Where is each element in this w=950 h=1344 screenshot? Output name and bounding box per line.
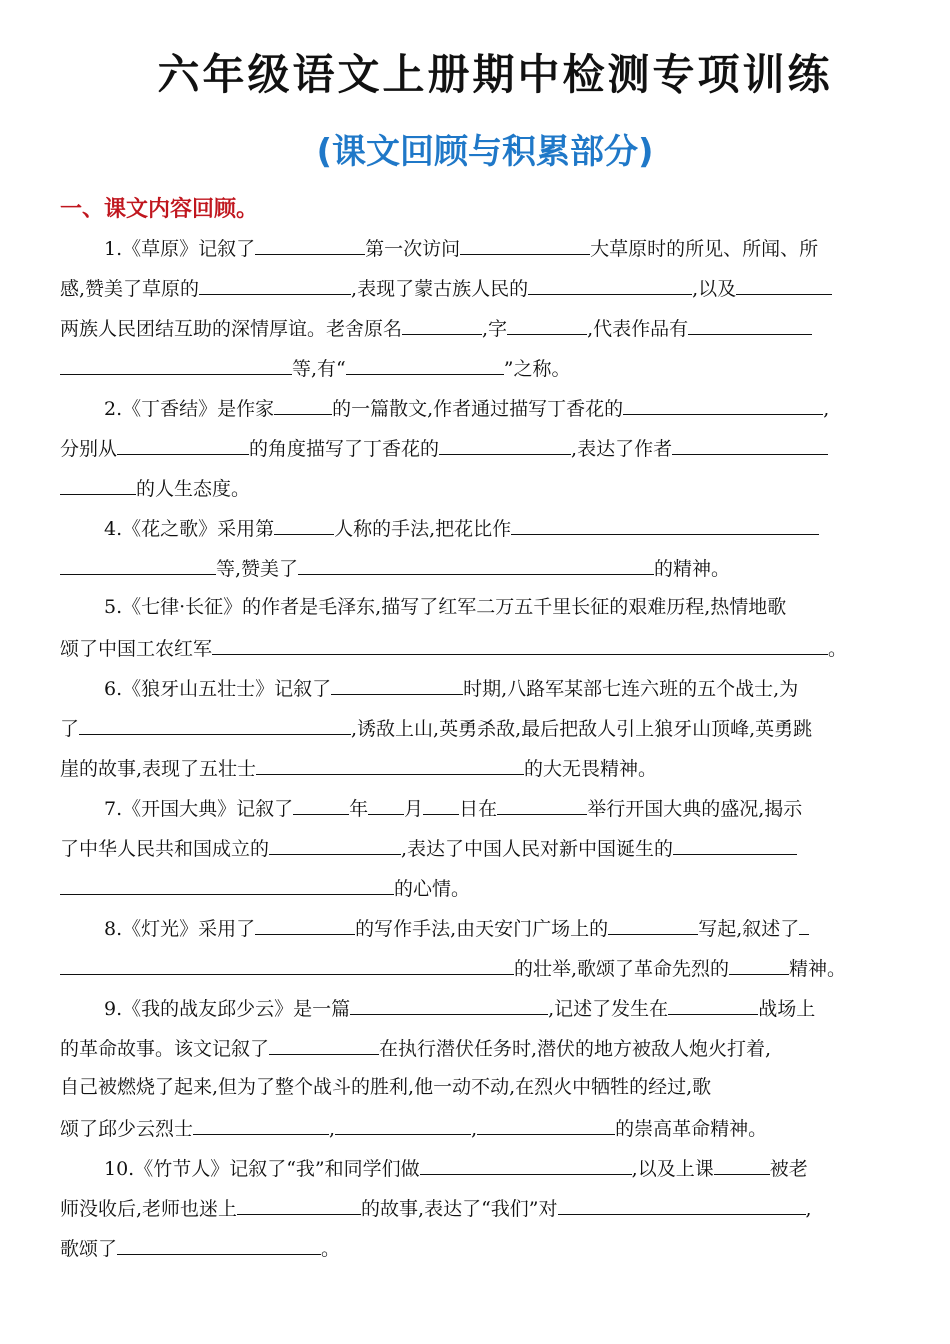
exercise-line bbox=[60, 752, 657, 782]
line-text: 4.《花之歌》采用第 bbox=[104, 518, 275, 540]
line-text: 在执行潜伏任务时,潜伏的地方被敌人炮火打着, bbox=[379, 1038, 772, 1060]
fill-in-blank[interactable] bbox=[79, 712, 351, 735]
fill-in-blank[interactable] bbox=[673, 832, 797, 855]
exercise-line bbox=[60, 712, 812, 742]
fill-in-blank[interactable] bbox=[423, 792, 459, 815]
fill-in-blank[interactable] bbox=[298, 552, 654, 575]
fill-in-blank[interactable] bbox=[237, 1192, 361, 1215]
exercise-line bbox=[104, 512, 819, 542]
line-text: 年 bbox=[349, 798, 369, 820]
line-text: ,代表作品有 bbox=[587, 318, 689, 340]
fill-in-blank[interactable] bbox=[528, 272, 692, 295]
line-text: 的精神。 bbox=[654, 558, 731, 580]
line-text: 。 bbox=[828, 638, 848, 660]
exercise-line bbox=[60, 352, 570, 382]
line-text: , bbox=[329, 1118, 336, 1140]
line-text: 。 bbox=[321, 1238, 341, 1260]
line-text: , bbox=[471, 1118, 478, 1140]
fill-in-blank[interactable] bbox=[117, 1232, 321, 1255]
exercise-line bbox=[60, 432, 828, 462]
exercise-line bbox=[60, 1232, 340, 1262]
line-text: 7.《开国大典》记叙了 bbox=[104, 798, 294, 820]
fill-in-blank[interactable] bbox=[623, 392, 823, 415]
line-text: ,记述了发生在 bbox=[548, 998, 669, 1020]
fill-in-blank[interactable] bbox=[420, 1152, 632, 1175]
fill-in-blank[interactable] bbox=[335, 1112, 471, 1135]
line-text: 1.《草原》记叙了 bbox=[104, 238, 256, 260]
line-text: 感,赞美了草原的 bbox=[60, 278, 200, 300]
line-text: ,以及 bbox=[692, 278, 737, 300]
line-text: 的人生态度。 bbox=[136, 478, 251, 500]
fill-in-blank[interactable] bbox=[346, 352, 504, 375]
fill-in-blank[interactable] bbox=[255, 912, 355, 935]
line-text: 举行开国大典的盛况,揭示 bbox=[587, 798, 803, 820]
fill-in-blank[interactable] bbox=[688, 312, 812, 335]
line-text: 的大无畏精神。 bbox=[524, 758, 658, 780]
line-text: 的角度描写了丁香花的 bbox=[249, 438, 440, 460]
line-text: 自己被燃烧了起来,但为了整个战斗的胜利,他一动不动,在烈火中牺牲的经过,歌 bbox=[60, 1076, 712, 1098]
fill-in-blank[interactable] bbox=[60, 872, 394, 895]
fill-in-blank[interactable] bbox=[558, 1192, 806, 1215]
fill-in-blank[interactable] bbox=[714, 1152, 770, 1175]
line-text: 战场上 bbox=[758, 998, 816, 1020]
fill-in-blank[interactable] bbox=[199, 272, 351, 295]
line-text: 崖的故事,表现了五壮士 bbox=[60, 758, 257, 780]
exercise-line bbox=[60, 1112, 767, 1142]
line-text: 的一篇散文,作者通过描写丁香花的 bbox=[332, 398, 624, 420]
fill-in-blank[interactable] bbox=[668, 992, 758, 1015]
line-text: 的革命故事。该文记叙了 bbox=[60, 1038, 270, 1060]
exercise-line bbox=[60, 1192, 812, 1222]
line-text: 分别从 bbox=[60, 438, 118, 460]
line-text: 师没收后,老师也迷上 bbox=[60, 1198, 238, 1220]
line-text: 人称的手法,把花比作 bbox=[334, 518, 512, 540]
exercise-line bbox=[60, 832, 797, 862]
fill-in-blank[interactable] bbox=[460, 232, 590, 255]
line-text: 的壮举,歌颂了革命先烈的 bbox=[514, 958, 730, 980]
fill-in-blank[interactable] bbox=[193, 1112, 329, 1135]
fill-in-blank[interactable] bbox=[736, 272, 832, 295]
exercise-line bbox=[60, 1072, 711, 1102]
line-text: ,表达了作者 bbox=[571, 438, 673, 460]
fill-in-blank[interactable] bbox=[60, 472, 136, 495]
line-text: 2.《丁香结》是作家 bbox=[104, 398, 275, 420]
exercise-line bbox=[60, 1032, 771, 1062]
line-text: 被老 bbox=[769, 1158, 808, 1180]
fill-in-blank[interactable] bbox=[269, 832, 401, 855]
exercise-line bbox=[60, 952, 846, 982]
exercise-line bbox=[104, 592, 786, 622]
exercise-line bbox=[104, 912, 809, 942]
fill-in-blank[interactable] bbox=[497, 792, 587, 815]
line-text: 颂了中国工农红军 bbox=[60, 638, 213, 660]
exercise-line bbox=[60, 472, 250, 502]
fill-in-blank[interactable] bbox=[274, 512, 334, 535]
fill-in-blank[interactable] bbox=[117, 432, 249, 455]
line-text: 等,有“ bbox=[292, 358, 346, 380]
fill-in-blank[interactable] bbox=[255, 232, 365, 255]
fill-in-blank[interactable] bbox=[293, 792, 349, 815]
line-text: ,表达了中国人民对新中国诞生的 bbox=[401, 838, 674, 860]
line-text: 颂了邱少云烈士 bbox=[60, 1118, 194, 1140]
page-subtitle: (课文回顾与积累部分) bbox=[316, 132, 654, 172]
line-text: , bbox=[805, 1198, 812, 1220]
section-heading: 一、课文内容回顾。 bbox=[60, 197, 259, 222]
fill-in-blank[interactable] bbox=[439, 432, 571, 455]
exercise-line bbox=[60, 272, 832, 302]
fill-in-blank[interactable] bbox=[60, 952, 514, 975]
line-text: 6.《狼牙山五壮士》记叙了 bbox=[104, 678, 332, 700]
exercise-line bbox=[60, 872, 470, 902]
line-text: 精神。 bbox=[789, 958, 847, 980]
line-text: ”之称。 bbox=[503, 358, 571, 380]
exercise-line bbox=[60, 552, 730, 582]
fill-in-blank[interactable] bbox=[799, 912, 809, 935]
line-text: 的心情。 bbox=[394, 878, 471, 900]
line-text: ,以及上课 bbox=[631, 1158, 714, 1180]
fill-in-blank[interactable] bbox=[608, 912, 698, 935]
line-text: ,字 bbox=[482, 318, 508, 340]
line-text: 5.《七律·长征》的作者是毛泽东,描写了红军二万五千里长征的艰难历程,热情地歌 bbox=[104, 596, 787, 618]
fill-in-blank[interactable] bbox=[402, 312, 482, 335]
exercise-line bbox=[104, 392, 829, 422]
fill-in-blank[interactable] bbox=[729, 952, 789, 975]
fill-in-blank[interactable] bbox=[368, 792, 404, 815]
line-text: 两族人民团结互助的深情厚谊。老舍原名 bbox=[60, 318, 403, 340]
page-title: 六年级语文上册期中检测专项训练 bbox=[157, 50, 833, 99]
exercise-line bbox=[60, 632, 847, 662]
fill-in-blank[interactable] bbox=[256, 752, 524, 775]
fill-in-blank[interactable] bbox=[212, 632, 828, 655]
line-text: 的写作手法,由天安门广场上的 bbox=[355, 918, 609, 940]
exercise-line bbox=[104, 992, 815, 1022]
fill-in-blank[interactable] bbox=[331, 672, 463, 695]
exercise-line bbox=[104, 1152, 808, 1182]
line-text: 第一次访问 bbox=[365, 238, 461, 260]
exercise-line bbox=[60, 312, 812, 342]
fill-in-blank[interactable] bbox=[477, 1112, 615, 1135]
line-text: 日在 bbox=[459, 798, 498, 820]
fill-in-blank[interactable] bbox=[350, 992, 548, 1015]
line-text: 了中华人民共和国成立的 bbox=[60, 838, 270, 860]
line-text: 歌颂了 bbox=[60, 1238, 118, 1260]
fill-in-blank[interactable] bbox=[269, 1032, 379, 1055]
line-text: 9.《我的战友邱少云》是一篇 bbox=[104, 998, 351, 1020]
line-text: ,表现了蒙古族人民的 bbox=[351, 278, 529, 300]
fill-in-blank[interactable] bbox=[274, 392, 332, 415]
line-text: 10.《竹节人》记叙了“我”和同学们做 bbox=[104, 1158, 420, 1180]
line-text: 8.《灯光》采用了 bbox=[104, 918, 256, 940]
line-text: 了 bbox=[60, 718, 80, 740]
line-text: 月 bbox=[404, 798, 424, 820]
line-text: 的故事,表达了“我们”对 bbox=[361, 1198, 558, 1220]
line-text: ,诱敌上山,英勇杀敌,最后把敌人引上狼牙山顶峰,英勇跳 bbox=[351, 718, 813, 740]
fill-in-blank[interactable] bbox=[511, 512, 819, 535]
exercise-line bbox=[104, 232, 818, 262]
fill-in-blank[interactable] bbox=[60, 552, 216, 575]
line-text: 的崇高革命精神。 bbox=[615, 1118, 768, 1140]
exercise-line bbox=[104, 792, 802, 822]
fill-in-blank[interactable] bbox=[507, 312, 587, 335]
fill-in-blank[interactable] bbox=[60, 352, 292, 375]
line-text: 等,赞美了 bbox=[216, 558, 299, 580]
line-text: 大草原时的所见、所闻、所 bbox=[590, 238, 819, 260]
exercise-line bbox=[104, 672, 798, 702]
line-text: , bbox=[823, 398, 830, 420]
fill-in-blank[interactable] bbox=[672, 432, 828, 455]
line-text: 写起,叙述了 bbox=[698, 918, 800, 940]
line-text: 时期,八路军某部七连六班的五个战士,为 bbox=[463, 678, 799, 700]
